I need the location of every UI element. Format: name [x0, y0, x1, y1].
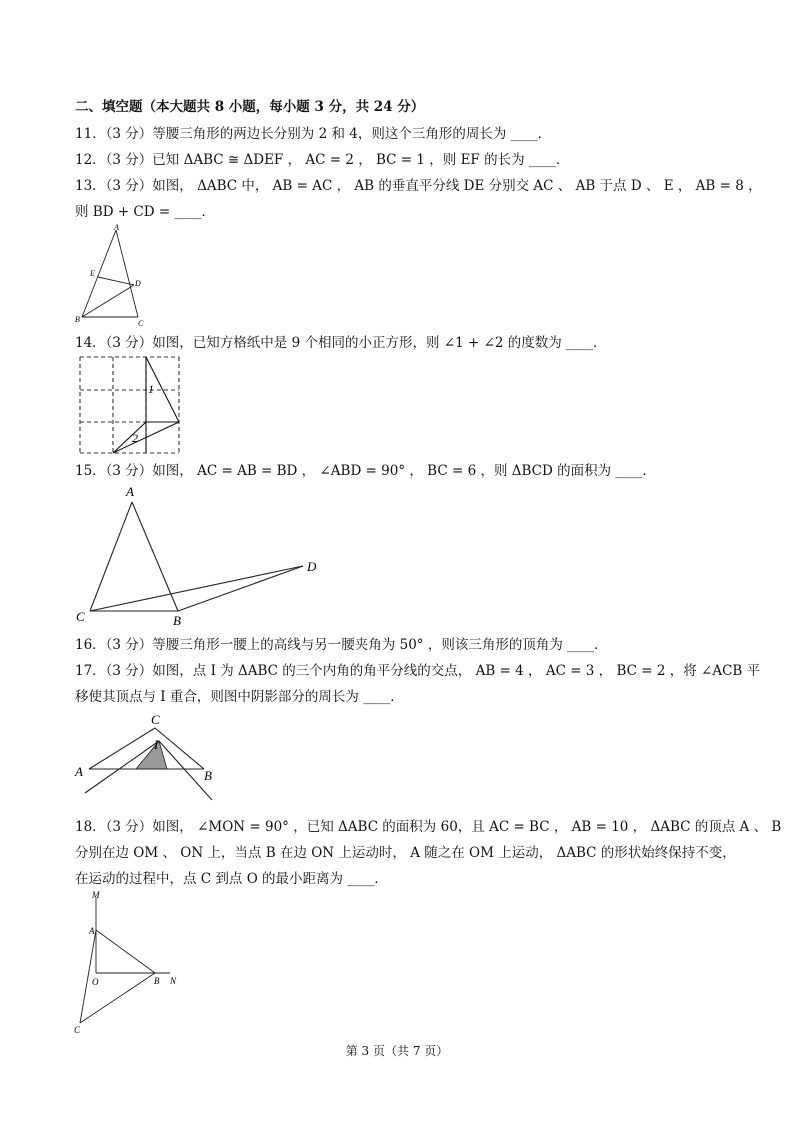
segment-bd [82, 285, 134, 317]
angle-1-label: 1 [148, 382, 154, 396]
question-18-figure [70, 888, 190, 1036]
question-15-text: 15．（3 分）如图， AC = AB = BD ， ∠ABD = 90° ， BC = 6 ，则 ΔBCD 的面积为 ____． [75, 463, 656, 479]
question-13-text-line2: 则 BD + CD = ____． [75, 204, 215, 220]
angle-2-label: 2 [132, 431, 138, 445]
label-c: C [76, 609, 85, 624]
label-a: A [75, 764, 83, 779]
section-title: 二、填空题（本大题共 8 小题，每小题 3 分，共 24 分） [75, 99, 425, 115]
label-c: C [138, 319, 144, 328]
question-11-text: 11．（3 分）等腰三角形的两边长分别为 2 和 4，则这个三角形的周长为 ____． [75, 126, 552, 142]
question-17-text-line2: 移使其顶点与 I 重合，则图中阴影部分的周长为 ____． [75, 689, 404, 705]
label-a: A [126, 484, 134, 499]
question-13-figure [70, 222, 160, 332]
label-e: E [90, 269, 95, 278]
question-13-text: 13．（3 分）如图， ΔABC 中， AB = AC ， AB 的垂直平分线 DE 分别交 AC 、 AB 于点 D 、 E ， AB = 8 ， [75, 178, 762, 194]
question-17-figure [70, 710, 230, 805]
page-footer: 第 3 页（共 7 页） [345, 1044, 449, 1058]
label-o: O [92, 977, 99, 987]
label-b: B [204, 768, 212, 783]
question-14-figure [78, 355, 184, 455]
question-18-text-line2: 分别在边 OM 、 ON 上，当点 B 在边 ON 上运动时， A 随之在 OM 上运动， ΔABC 的形状始终保持不变， [75, 845, 736, 861]
segment-ac [116, 230, 138, 317]
label-b: B [173, 613, 181, 628]
segment-ab [132, 502, 178, 611]
label-n: N [170, 976, 177, 986]
figure-slant-line-3 [113, 422, 146, 453]
question-16-text: 16．（3 分）等腰三角形一腰上的高线与另一腰夹角为 50° ，则该三角形的顶角为 ____． [75, 637, 608, 653]
dashed-grid [80, 357, 179, 453]
label-b: B [154, 976, 160, 986]
label-m: M [92, 890, 100, 900]
question-18-text: 18．（3 分）如图， ∠MON = 90° ，已知 ΔABC 的面积为 60，且 AC = BC ， AB = 10 ， ΔABC 的顶点 A 、 B [75, 819, 782, 835]
label-a: A [114, 223, 119, 232]
label-c: C [74, 1025, 81, 1035]
question-12-text: 12．（3 分）已知 ΔABC ≅ ΔDEF ， AC = 2 ， BC = 1 ，则 EF 的长为 ____． [75, 152, 570, 168]
question-18-text-line3: 在运动的过程中，点 C 到点 O 的最小距离为 ____． [75, 871, 388, 887]
label-i: I [154, 737, 159, 752]
question-17-text: 17．（3 分）如图，点 I 为 ΔABC 的三个内角的角平分线的交点， AB = 4 ， AC = 3 ， BC = 2 ，将 ∠ACB 平 [75, 663, 761, 679]
label-d: D [135, 279, 141, 288]
segment-ab [82, 230, 116, 317]
label-c: C [151, 712, 160, 727]
segment-ab [96, 930, 155, 973]
label-d: D [307, 559, 317, 574]
segment-ac [90, 502, 132, 611]
question-14-text: 14．（3 分）如图，已知方格纸中是 9 个相同的小正方形，则 ∠1 + ∠2 的度数为 ____． [75, 335, 607, 351]
label-b: B [75, 315, 80, 324]
question-15-figure [70, 480, 330, 630]
label-a: A [89, 926, 95, 936]
